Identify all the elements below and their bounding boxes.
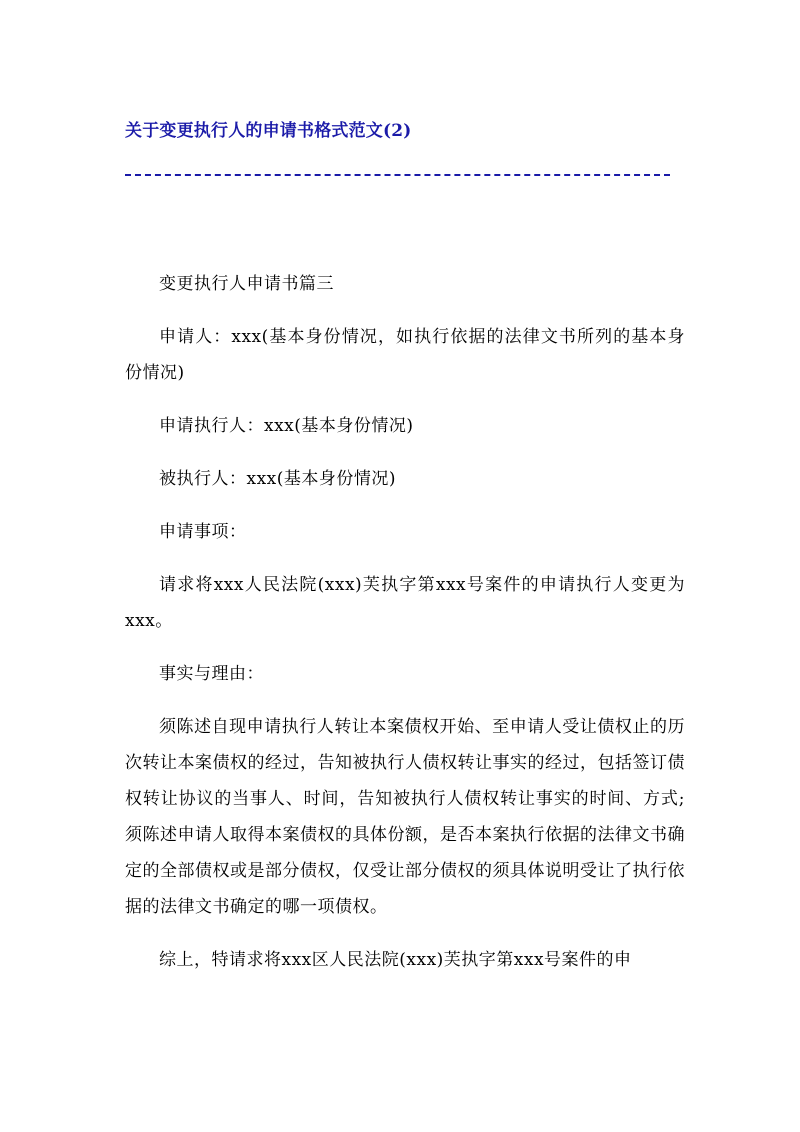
section-heading: 变更执行人申请书篇三 (159, 274, 334, 294)
facts-reasons-heading: 事实与理由： (159, 664, 264, 684)
applicant-line: 申请人：xxx(基本身份情况，如执行依据的法律文书所列的基本身份情况) (125, 327, 685, 383)
facts-reasons-text: 须陈述自现申请执行人转让本案债权开始、至申请人受让债权止的历次转让本案债权的经过，告知被执行人债权转让事实的经过，包括签订债权转让协议的当事人、时间，告知被执行人债权转让事实的时间、方式;须陈述申请人取得本案债权的具体份额，是否本案执行依据的法律文书确定的全部债权或是部分债权，仅受让部分债权的须具体说明受让了执行依据的法律文书确定的哪一项债权。 (125, 717, 685, 917)
document-body (125, 266, 685, 978)
conclusion-text: 综上，特请求将xxx区人民法院(xxx)芙执字第xxx号案件的申 (159, 950, 632, 970)
respondent-line: 被执行人：xxx(基本身份情况) (159, 469, 397, 489)
title-divider (125, 174, 670, 176)
request-items-text: 请求将xxx人民法院(xxx)芙执字第xxx号案件的申请执行人变更为xxx。 (125, 575, 685, 631)
document-title: 关于变更执行人的申请书格式范文(2) (125, 121, 412, 141)
execution-applicant-line: 申请执行人：xxx(基本身份情况) (159, 416, 414, 436)
request-items-heading: 申请事项： (159, 522, 247, 542)
